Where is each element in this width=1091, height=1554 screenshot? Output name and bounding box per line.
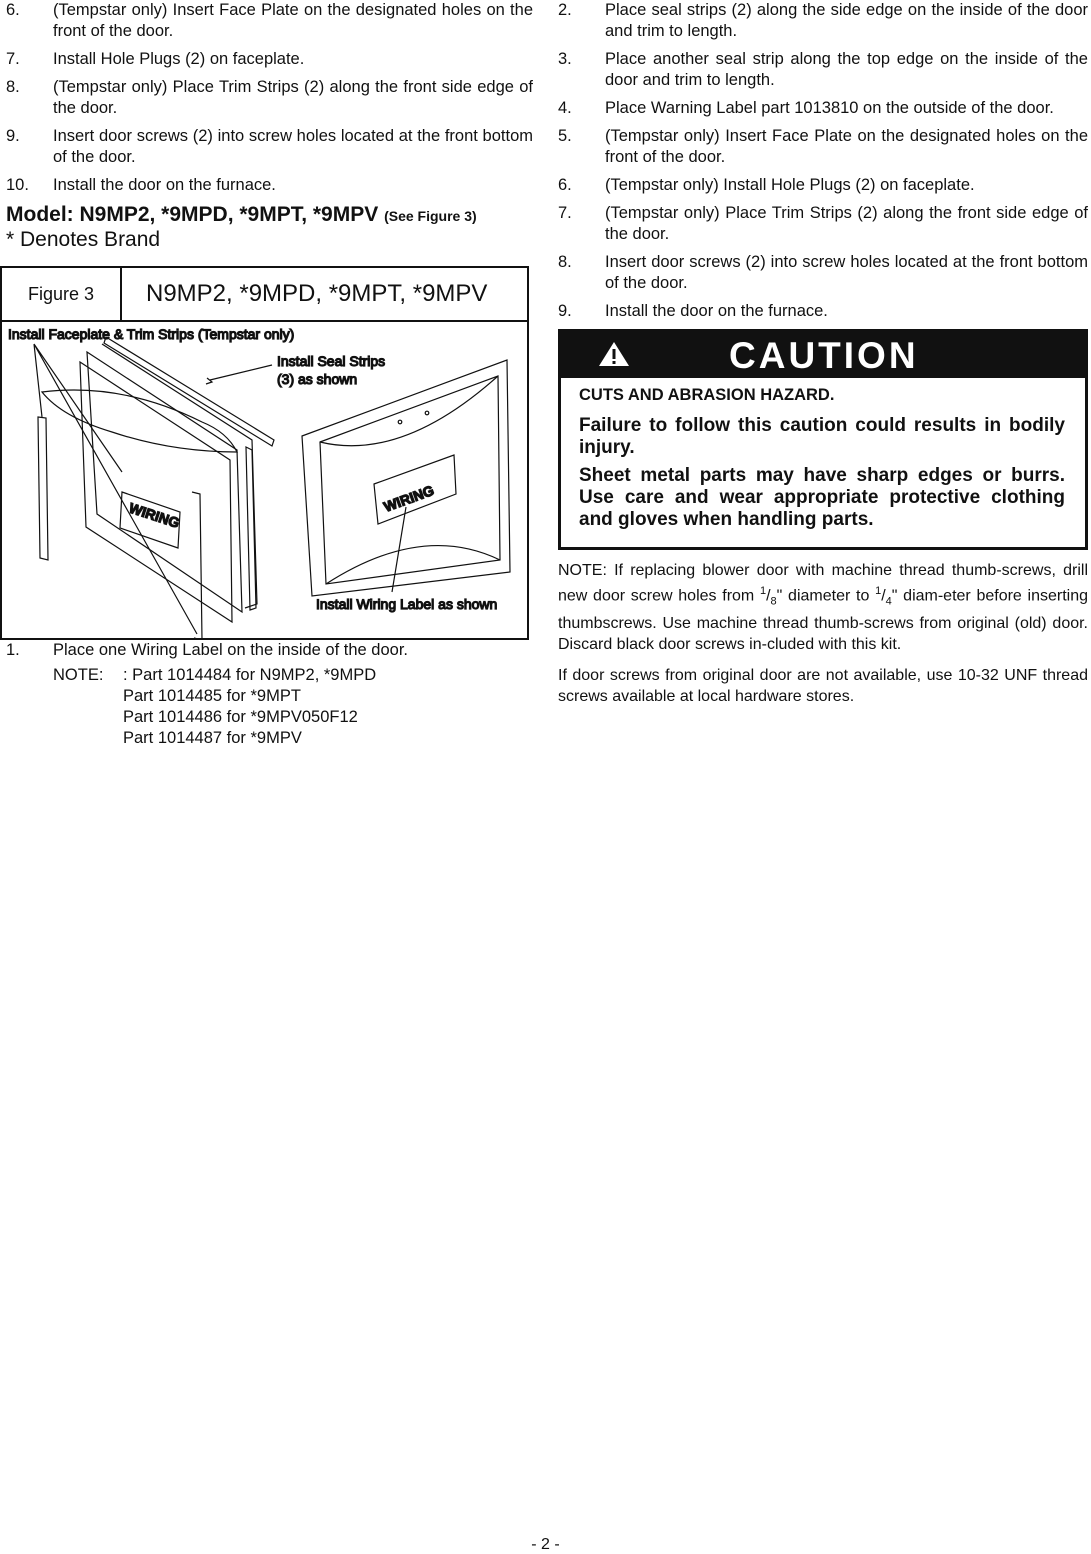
list-item: 3. Place another seal strip along the top edge on the inside of the door and trim to length. [558,50,1088,89]
note-paragraph: NOTE: If replacing blower door with machine thread thumb-screws, drill new door screw holes from $^1/_8$" diameter to $^1/_4$" diam-eter before inserting thumbscrews. Use machine thread thumb-screws from original (old) door. Discard black door screws in-cluded with this kit. [558,562,1089,653]
note-label: NOTE: [53,666,104,684]
caution-word: CAUTION [729,335,919,376]
callout-faceplate: Install Faceplate & Trim Strips (Tempstar only) [8,326,295,342]
figure-title: N9MP2, *9MPD, *9MPT, *9MPV [146,280,488,307]
brand-note: * Denotes Brand [6,228,161,251]
door-outside-curve-bottom [326,546,500,584]
list-item: 7. Install Hole Plugs (2) on faceplate. [6,50,305,68]
seal-strip-side [246,447,256,610]
door-inside-panel [87,352,242,612]
arrow-head-seal-icon [206,378,212,384]
trim-strip-left [38,417,48,560]
leader-lines-faceplate [34,344,197,634]
caution-body [561,378,1085,547]
fraction-denominator: 8 [770,595,777,608]
door-installation-diagram [2,322,527,638]
steps-list-top [6,0,533,196]
seal-strip-top [104,337,274,446]
screw-paragraph: If door screws from original door are not available, use 10-32 UNF thread screws available at local hardware stores. [558,666,1088,705]
list-item: 1. Place one Wiring Label on the inside of the door. [6,641,408,659]
note-line: Part 1014487 for *9MPV [123,729,302,747]
screw-hole-icon [398,420,402,424]
right-column [558,0,1088,707]
door-front-panel [80,362,232,622]
screw-hole-icon [425,411,429,415]
list-item: 6. (Tempstar only) Insert Face Plate on the designated holes on the front of the door. [6,1,533,40]
callout-seal-strips-2: (3) as shown [277,371,358,387]
steps-list-figure [6,640,533,661]
fraction-denominator: 4 [885,595,892,608]
list-item: 2. Place seal strips (2) along the side edge on the inside of the door and trim to length. [558,1,1088,40]
caution-text-1: Failure to follow this caution could results in bodily injury. [579,415,1065,458]
caution-text-2: Sheet metal parts may have sharp edges or burrs. Use care and wear appropriate protective clothing and gloves when handling parts. [579,465,1065,530]
figure-header [2,268,527,322]
list-item: 10. Install the door on the furnace. [6,176,276,194]
door-outside-inner [320,376,500,584]
list-item: 8. Insert door screws (2) into screw holes located at the front bottom of the door. [558,253,1088,292]
hazard-title: CUTS AND ABRASION HAZARD. [579,386,835,404]
part-note [6,665,533,749]
caution-header [561,332,1085,378]
list-item: 9. Insert door screws (2) into screw holes located at the front bottom of the door. [6,127,533,166]
note-line: : Part 1014484 for N9MP2, *9MPD [123,666,377,684]
list-item: 8. (Tempstar only) Place Trim Strips (2) along the front side edge of the door. [6,78,533,117]
warning-triangle-icon [597,340,631,368]
list-item: 5. (Tempstar only) Insert Face Plate on the designated holes on the front of the door. [558,127,1088,166]
door-edge [102,344,257,608]
steps-list-right [558,0,1088,322]
wiring-label-text-left: WIRING [127,499,182,531]
trim-strip-right [192,492,202,638]
figure-3 [0,266,529,640]
list-item: 7. (Tempstar only) Place Trim Strips (2) along the front side edge of the door. [558,204,1088,243]
callout-seal-strips-1: Install Seal Strips [277,353,386,369]
list-item: 6. (Tempstar only) Install Hole Plugs (2) on faceplate. [558,176,975,194]
page-number: - 2 - [531,1536,560,1553]
note-lines [123,665,376,749]
fraction-numerator: 1 [759,585,767,597]
model-heading: Model: N9MP2, *9MPD, *9MPT, *9MPV (See Figure 3) [6,203,477,226]
note-line: Part 1014485 for *9MPT [123,687,301,705]
left-column [6,0,533,749]
list-item: 9. Install the door on the furnace. [558,302,828,320]
see-figure-ref: (See Figure 3) [384,208,477,224]
leader-line-seal [210,365,272,380]
wiring-label-text-right: WIRING [381,481,436,515]
list-item: 4. Place Warning Label part 1013810 on the outside of the door. [558,99,1054,117]
note-line: Part 1014486 for *9MPV050F12 [123,708,358,726]
caution-box [558,329,1088,550]
callout-wiring-label: Install Wiring Label as shown [316,596,498,612]
figure-label: Figure 3 [2,268,122,320]
door-outside-panel [302,360,510,596]
fraction-numerator: 1 [875,585,882,597]
